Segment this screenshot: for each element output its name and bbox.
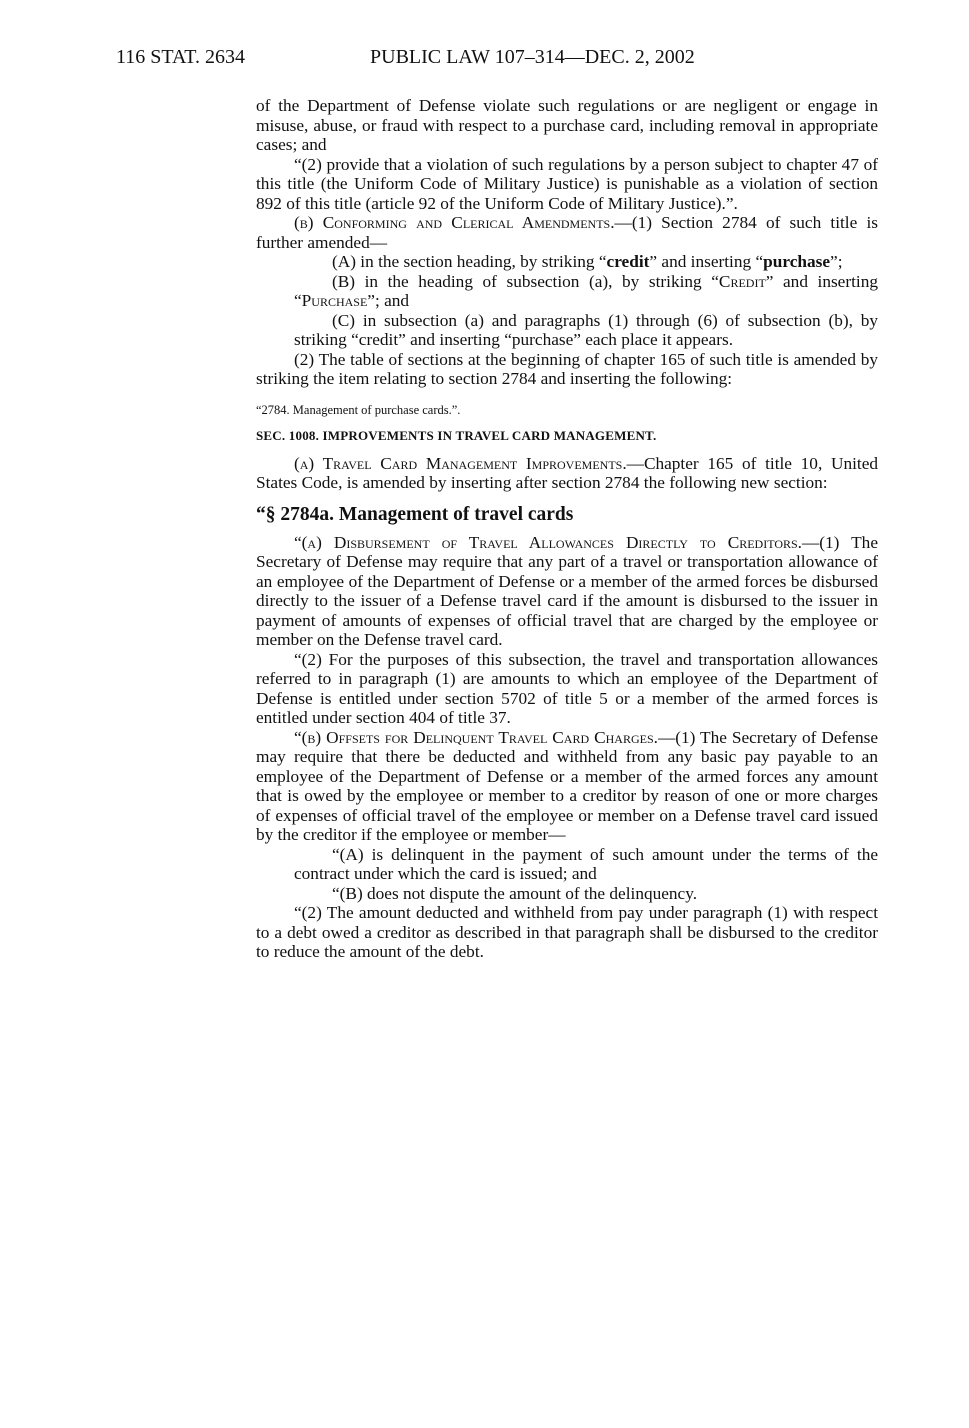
subsection-a-heading: (a) Travel Card Management Improvements.: [294, 453, 627, 473]
table-of-sections-item: “2784. Management of purchase cards.”.: [256, 402, 461, 417]
disbursement-text: —(1) The Secretary of Defense may require that any part of a travel or transportation allowance of an employee of the Department of Defense or a member of the armed forces be disbursed directly to the issuer of a Defense travel card if the amount is disbursed to the issuer in payment of amounts of expenses of official travel that are charged by the employee or member on the Defense travel card.: [256, 532, 878, 649]
clause-a-bold-purchase: purchase: [763, 252, 831, 271]
offsets-text: —(1) The Secretary of Defense may require that there be deducted and withheld from any basic pay payable to an employee of the Department of Defense or a member of the armed forces any amount that is owed by the employee or member to a creditor by reason of one or more charges of expenses of official travel of the employee or member on a Defense travel card issued by the creditor if the employee or member—: [256, 727, 878, 844]
clause-b-text-1: (B) in the heading of subsection (a), by striking “: [332, 271, 719, 291]
clause-b-text-3: ”; and: [367, 291, 410, 310]
clause-b: [256, 272, 878, 311]
clause-a-delinquent: “(A) is delinquent in the payment of such amount under the terms of the contract under which the card is issued; and: [294, 844, 878, 883]
paragraph-2-violation: “(2) provide that a violation of such regulations by a person subject to chapter 47 of this title (the Uniform Code of Military Justice) is punishable as a violation of section 892 of this title (article 92 of the Uniform Code of Military Justice).”.: [256, 154, 878, 213]
section-1008-heading: SEC. 1008. IMPROVEMENTS IN TRAVEL CARD MANAGEMENT.: [256, 427, 657, 443]
paragraph-b-conforming: [256, 213, 878, 252]
paragraph-b-offsets: [256, 728, 878, 845]
clause-b-credit: Credit: [718, 271, 766, 291]
paragraph-2-table: (2) The table of sections at the beginning of chapter 165 of such title is amended by striking the item relating to section 2784 and inserting the following:: [256, 349, 878, 388]
clause-a-text-3: ”;: [830, 252, 843, 271]
statute-page-number: 116 STAT. 2634: [116, 46, 245, 68]
clause-b-dispute: “(B) does not dispute the amount of the delinquency.: [332, 883, 698, 903]
section-2784a-title: “§ 2784a. Management of travel cards: [256, 503, 574, 525]
disbursement-heading: “(a) Disbursement of Travel Allowances Directly to Creditors.: [294, 532, 802, 552]
subsection-b-heading: (b) Conforming and Clerical Amendments.: [294, 213, 615, 232]
law-citation: PUBLIC LAW 107–314—DEC. 2, 2002: [370, 46, 695, 68]
clause-b-purchase: Purchase: [301, 291, 368, 310]
clause-b-text-2: ” and inserting “: [294, 271, 878, 310]
paragraph-2-amount: “(2) The amount deducted and withheld from pay under paragraph (1) with respect to a debt owed a creditor as described in that paragraph shall be disbursed to the creditor to reduce the amount of the debt.: [256, 903, 878, 961]
paragraph-2-purposes: “(2) For the purposes of this subsection, the travel and transportation allowances referred to in paragraph (1) are amounts to which an employee of the Department of Defense is entitled under section 5702 of title 5 or a member of the armed forces is entitled under section 404 of title 37.: [256, 649, 878, 727]
clause-a: [256, 252, 878, 272]
paragraph-continuation: of the Department of Defense violate such regulations or are negligent or engage in misuse, abuse, or fraud with respect to a purchase card, including removal in appropriate cases; and: [256, 96, 878, 154]
subsection-a-text: —Chapter 165 of title 10, United States Code, is amended by inserting after section 2784 the following new section:: [256, 453, 879, 492]
subsection-b-text: —(1) Section 2784 of such title is further amended—: [256, 213, 878, 252]
clause-a-bold-credit: credit: [606, 252, 650, 271]
clause-c: (C) in subsection (a) and paragraphs (1) through (6) of subsection (b), by striking “credit” and inserting “purchase” each place it appears.: [294, 310, 878, 349]
document-body: [256, 96, 878, 962]
clause-a-text-1: (A) in the section heading, by striking “: [332, 252, 607, 271]
offsets-heading: “(b) Offsets for Delinquent Travel Card Charges.: [294, 727, 658, 747]
paragraph-a-disbursement: [256, 533, 878, 650]
paragraph-a-travel-card: [256, 454, 878, 493]
page-header: [116, 46, 766, 76]
clause-a-text-2: ” and inserting “: [649, 252, 764, 271]
